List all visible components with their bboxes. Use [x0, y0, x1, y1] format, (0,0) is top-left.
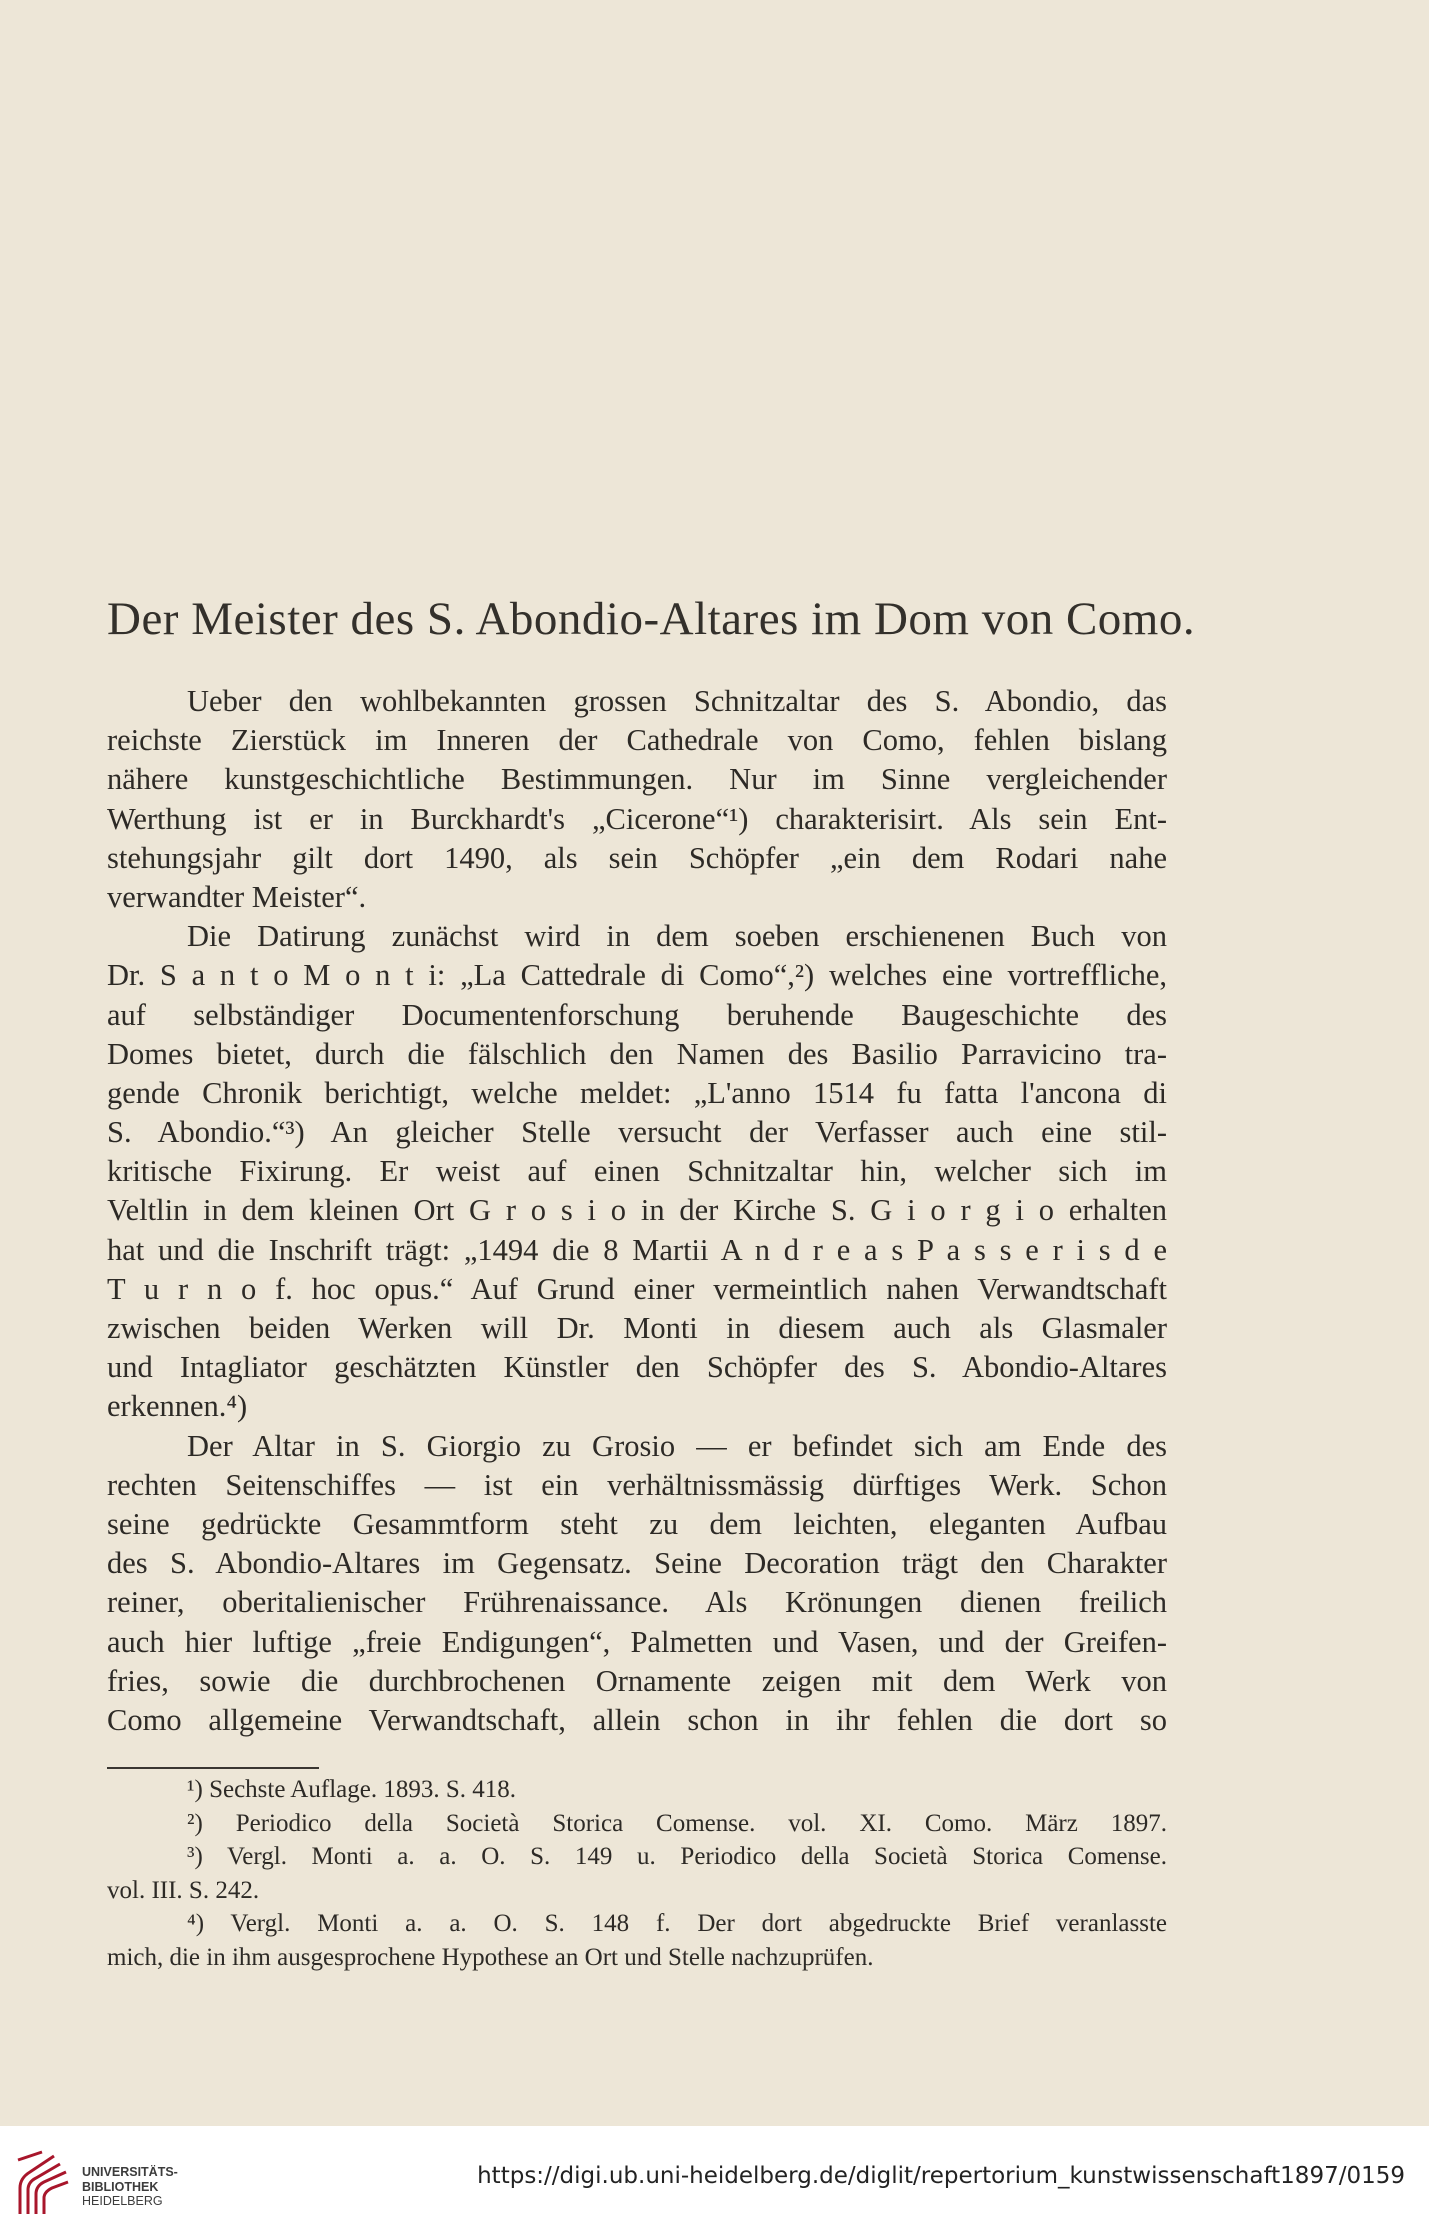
text-line: Domes bietet, durch die fälschlich den Namen des Basilio Parravicino tra- — [107, 1036, 1167, 1071]
text-line: rechten Seitenschiffes — ist ein verhältnissmässig dürftiges Werk. Schon — [107, 1467, 1167, 1502]
text-line: kritische Fixirung. Er weist auf einen Schnitzaltar hin, welcher sich im — [107, 1154, 1167, 1189]
text-line: T u r n o f. hoc opus.“ Auf Grund einer vermeintlich nahen Verwandtschaft — [107, 1271, 1167, 1306]
text-line: fries, sowie die durchbrochenen Ornamente zeigen mit dem Werk von — [107, 1663, 1167, 1698]
text-line: Dr. S a n t o M o n t i: „La Cattedrale di Como“,²) welches eine vortreffliche, — [107, 958, 1167, 993]
article-title: Der Meister des S. Abondio-Altares im Dom von Como. — [107, 593, 1196, 645]
library-name-line: UNIVERSITÄTS- — [82, 2165, 178, 2179]
text-line: Der Altar in S. Giorgio zu Grosio — er befindet sich am Ende des — [187, 1428, 1167, 1463]
text-line: Ueber den wohlbekannten grossen Schnitzaltar des S. Abondio, das — [187, 684, 1167, 718]
text-line: Werthung ist er in Burckhardt's „Cicerone“¹) charakterisirt. Als sein Ent- — [107, 801, 1167, 836]
text-line: reiner, oberitalienischer Frührenaissance. Als Krönungen dienen freilich — [107, 1585, 1167, 1620]
library-name-line: BIBLIOTHEK — [82, 2179, 159, 2194]
text-line: Veltlin in dem kleinen Ort G r o s i o in der Kirche S. G i o r g i o erhalten — [107, 1193, 1167, 1228]
footnotes — [107, 1773, 1167, 1974]
footnote-divider — [107, 1767, 319, 1769]
footer-bar — [0, 2126, 1429, 2239]
text-line: und Intagliator geschätzten Künstler den Schöpfer des S. Abondio-Altares — [107, 1350, 1167, 1385]
footnote-line: ²) Periodico della Società Storica Comense. vol. XI. Como. März 1897. — [187, 1809, 1167, 1837]
text-line: auch hier luftige „freie Endigungen“, Palmetten und Vasen, und der Greifen- — [107, 1624, 1167, 1659]
body-text — [107, 682, 1167, 1740]
text-line: stehungsjahr gilt dort 1490, als sein Schöpfer „ein dem Rodari nahe — [107, 840, 1167, 875]
text-line: gende Chronik berichtigt, welche meldet: „L'anno 1514 fu fatta l'ancona di — [107, 1075, 1167, 1110]
text-line: verwandter Meister“. — [107, 879, 367, 914]
footnote-line: mich, die in ihm ausgesprochene Hypothese an Ort und Stelle nachzuprüfen. — [107, 1943, 874, 1971]
text-line: hat und die Inschrift trägt: „1494 die 8 Martii A n d r e a s P a s s e r i s d e — [107, 1232, 1167, 1267]
text-line: Die Datirung zunächst wird in dem soeben erschienenen Buch von — [187, 919, 1167, 954]
footnote-line: vol. III. S. 242. — [107, 1876, 260, 1904]
library-name-line: HEIDELBERG — [82, 2194, 163, 2208]
text-line: des S. Abondio-Altares im Gegensatz. Seine Decoration trägt den Charakter — [107, 1546, 1167, 1581]
text-line: auf selbständiger Documentenforschung beruhende Baugeschichte des — [107, 997, 1167, 1032]
text-line: reichste Zierstück im Inneren der Cathedrale von Como, fehlen bislang — [107, 723, 1167, 758]
footnote-line: ³) Vergl. Monti a. a. O. S. 149 u. Periodico della Società Storica Comense. — [187, 1843, 1167, 1870]
text-line: erkennen.⁴) — [107, 1389, 248, 1424]
ub-heidelberg-logo-icon[interactable] — [14, 2148, 72, 2218]
text-line: nähere kunstgeschichtliche Bestimmungen. Nur im Sinne vergleichender — [107, 762, 1167, 797]
permalink-url[interactable]: https://digi.ub.uni-heidelberg.de/diglit/repertorium_kunstwissenschaft1897/0159 — [477, 2163, 1405, 2189]
footnote-line: ¹) Sechste Auflage. 1893. S. 418. — [187, 1776, 516, 1803]
text-line: seine gedrückte Gesammtform steht zu dem leichten, eleganten Aufbau — [107, 1506, 1167, 1541]
text-line: zwischen beiden Werken will Dr. Monti in diesem auch als Glasmaler — [107, 1311, 1167, 1345]
library-name — [82, 2165, 178, 2209]
footnote-line: ⁴) Vergl. Monti a. a. O. S. 148 f. Der dort abgedruckte Brief veranlasste — [187, 1910, 1167, 1937]
text-line: Como allgemeine Verwandtschaft, allein schon in ihr fehlen die dort so — [107, 1702, 1167, 1737]
text-line: S. Abondio.“³) An gleicher Stelle versucht der Verfasser auch eine stil- — [107, 1115, 1167, 1150]
